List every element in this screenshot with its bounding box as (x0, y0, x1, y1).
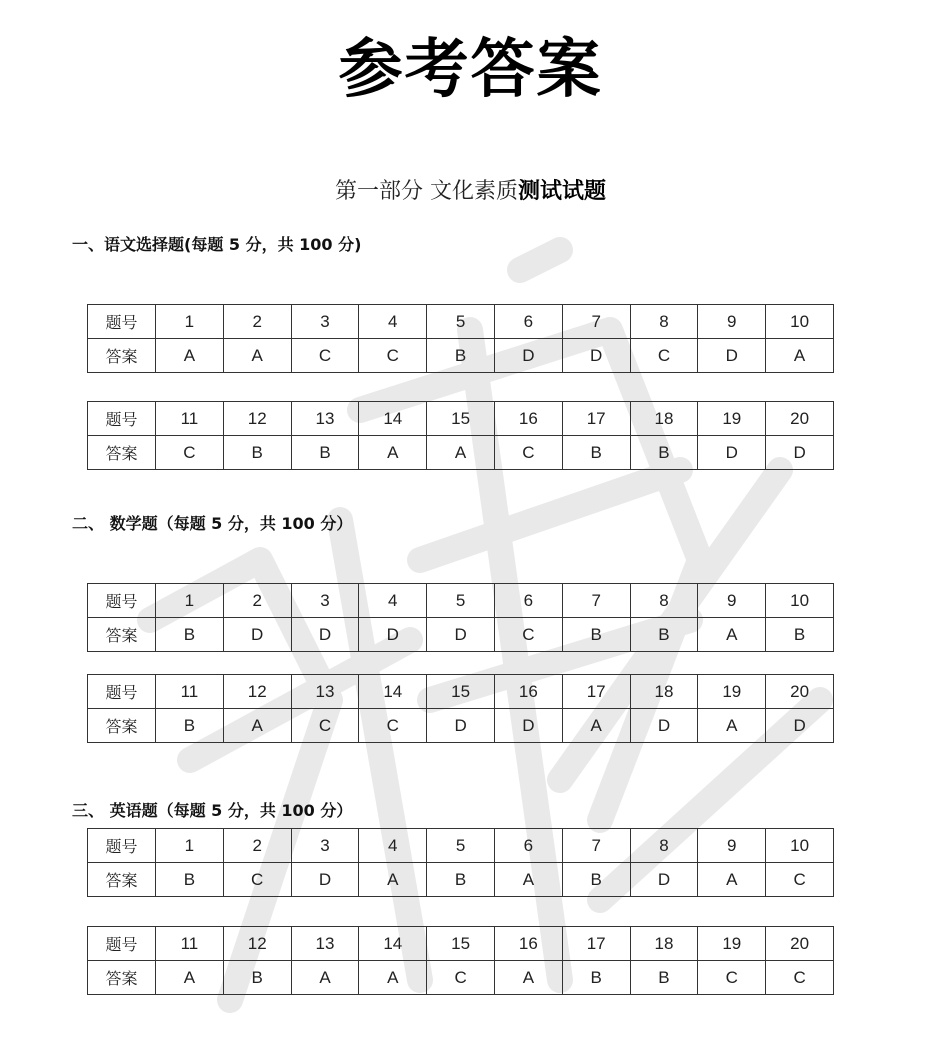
answer-row (88, 709, 834, 743)
answer-cell: C (494, 618, 562, 652)
question-number-cell: 15 (427, 927, 495, 961)
answer-row (88, 863, 834, 897)
question-number-cell: 19 (698, 675, 766, 709)
question-number-cell: 15 (427, 402, 495, 436)
answer-cell: B (562, 961, 630, 995)
question-number-cell: 12 (223, 927, 291, 961)
answer-cell: A (156, 961, 224, 995)
number-row-label: 题号 (88, 584, 156, 618)
answer-cell: D (291, 618, 359, 652)
answer-table (87, 674, 834, 743)
question-number-cell: 13 (291, 402, 359, 436)
answer-row (88, 618, 834, 652)
question-number-cell: 12 (223, 402, 291, 436)
answer-cell: A (494, 961, 562, 995)
answer-cell: D (291, 863, 359, 897)
answer-cell: A (223, 339, 291, 373)
question-number-cell: 19 (698, 402, 766, 436)
question-number-cell: 16 (494, 402, 562, 436)
answer-cell: B (630, 436, 698, 470)
answer-cell: D (427, 709, 495, 743)
answer-cell: D (630, 863, 698, 897)
answer-row-label: 答案 (88, 961, 156, 995)
question-number-cell: 1 (156, 584, 224, 618)
answer-cell: B (223, 961, 291, 995)
answer-cell: C (766, 863, 834, 897)
answer-cell: D (766, 436, 834, 470)
answer-cell: D (766, 709, 834, 743)
question-number-cell: 7 (562, 305, 630, 339)
answer-cell: C (494, 436, 562, 470)
answer-cell: C (698, 961, 766, 995)
answer-cell: B (291, 436, 359, 470)
number-row (88, 305, 834, 339)
answer-cell: C (427, 961, 495, 995)
question-number-cell: 15 (427, 675, 495, 709)
answer-cell: D (698, 436, 766, 470)
question-number-cell: 3 (291, 584, 359, 618)
answer-cell: B (562, 618, 630, 652)
question-number-cell: 13 (291, 927, 359, 961)
question-number-cell: 9 (698, 305, 766, 339)
answer-cell: C (766, 961, 834, 995)
answer-cell: B (223, 436, 291, 470)
answer-cell: A (698, 709, 766, 743)
section-heading-english: 三、 英语题（每题 5 分，共 100 分） (72, 801, 353, 820)
question-number-cell: 5 (427, 829, 495, 863)
question-number-cell: 14 (359, 675, 427, 709)
answer-row (88, 339, 834, 373)
answer-cell: B (562, 436, 630, 470)
number-row (88, 584, 834, 618)
section-heading-math: 二、 数学题（每题 5 分，共 100 分） (72, 514, 353, 533)
question-number-cell: 20 (766, 402, 834, 436)
answer-cell: A (494, 863, 562, 897)
answer-table (87, 828, 834, 897)
number-row (88, 829, 834, 863)
question-number-cell: 17 (562, 927, 630, 961)
answer-cell: B (156, 863, 224, 897)
answer-cell: B (562, 863, 630, 897)
answer-row-label: 答案 (88, 436, 156, 470)
answer-cell: A (698, 618, 766, 652)
answer-cell: C (291, 709, 359, 743)
answer-cell: C (630, 339, 698, 373)
number-row (88, 402, 834, 436)
number-row (88, 675, 834, 709)
answer-table (87, 583, 834, 652)
answer-cell: D (494, 339, 562, 373)
question-number-cell: 3 (291, 305, 359, 339)
answer-cell: B (427, 863, 495, 897)
question-number-cell: 13 (291, 675, 359, 709)
number-row (88, 927, 834, 961)
question-number-cell: 4 (359, 829, 427, 863)
answer-cell: A (223, 709, 291, 743)
question-number-cell: 8 (630, 829, 698, 863)
question-number-cell: 10 (766, 584, 834, 618)
answer-cell: B (156, 618, 224, 652)
question-number-cell: 6 (494, 584, 562, 618)
answer-row-label: 答案 (88, 709, 156, 743)
answer-cell: A (359, 436, 427, 470)
answer-cell: B (630, 618, 698, 652)
number-row-label: 题号 (88, 675, 156, 709)
answer-cell: D (494, 709, 562, 743)
question-number-cell: 14 (359, 402, 427, 436)
answer-cell: A (562, 709, 630, 743)
question-number-cell: 11 (156, 675, 224, 709)
answer-row-label: 答案 (88, 339, 156, 373)
number-row-label: 题号 (88, 305, 156, 339)
question-number-cell: 2 (223, 305, 291, 339)
question-number-cell: 11 (156, 927, 224, 961)
answer-table (87, 401, 834, 470)
answer-table (87, 926, 834, 995)
number-row-label: 题号 (88, 402, 156, 436)
answer-cell: A (766, 339, 834, 373)
question-number-cell: 6 (494, 829, 562, 863)
section-heading-chinese: 一、语文选择题(每题 5 分，共 100 分) (72, 235, 362, 254)
question-number-cell: 2 (223, 829, 291, 863)
question-number-cell: 20 (766, 675, 834, 709)
answer-cell: C (359, 339, 427, 373)
answer-cell: D (359, 618, 427, 652)
answer-cell: D (562, 339, 630, 373)
question-number-cell: 11 (156, 402, 224, 436)
question-number-cell: 20 (766, 927, 834, 961)
answer-cell: B (427, 339, 495, 373)
page-title: 参考答案 (338, 33, 603, 107)
question-number-cell: 4 (359, 305, 427, 339)
answer-cell: D (698, 339, 766, 373)
answer-row (88, 436, 834, 470)
answer-cell: B (766, 618, 834, 652)
part-subtitle (0, 174, 941, 205)
question-number-cell: 12 (223, 675, 291, 709)
answer-cell: A (698, 863, 766, 897)
answer-table (87, 304, 834, 373)
question-number-cell: 14 (359, 927, 427, 961)
question-number-cell: 18 (630, 927, 698, 961)
question-number-cell: 9 (698, 584, 766, 618)
question-number-cell: 8 (630, 584, 698, 618)
question-number-cell: 19 (698, 927, 766, 961)
answer-cell: C (359, 709, 427, 743)
question-number-cell: 18 (630, 402, 698, 436)
answer-cell: B (156, 709, 224, 743)
answer-cell: A (359, 863, 427, 897)
question-number-cell: 17 (562, 402, 630, 436)
question-number-cell: 8 (630, 305, 698, 339)
answer-cell: B (630, 961, 698, 995)
question-number-cell: 5 (427, 584, 495, 618)
answer-cell: D (223, 618, 291, 652)
subtitle-normal: 第一部分 文化素质 (334, 179, 518, 204)
question-number-cell: 4 (359, 584, 427, 618)
answer-cell: A (291, 961, 359, 995)
answer-cell: A (156, 339, 224, 373)
question-number-cell: 16 (494, 675, 562, 709)
question-number-cell: 17 (562, 675, 630, 709)
question-number-cell: 9 (698, 829, 766, 863)
answer-row-label: 答案 (88, 863, 156, 897)
question-number-cell: 10 (766, 829, 834, 863)
answer-cell: D (630, 709, 698, 743)
answer-cell: A (359, 961, 427, 995)
answer-cell: D (427, 618, 495, 652)
question-number-cell: 7 (562, 584, 630, 618)
question-number-cell: 6 (494, 305, 562, 339)
question-number-cell: 5 (427, 305, 495, 339)
answer-cell: A (427, 436, 495, 470)
answer-row-label: 答案 (88, 618, 156, 652)
question-number-cell: 1 (156, 305, 224, 339)
question-number-cell: 2 (223, 584, 291, 618)
number-row-label: 题号 (88, 829, 156, 863)
answer-cell: C (291, 339, 359, 373)
question-number-cell: 7 (562, 829, 630, 863)
answer-cell: C (223, 863, 291, 897)
question-number-cell: 18 (630, 675, 698, 709)
question-number-cell: 10 (766, 305, 834, 339)
question-number-cell: 3 (291, 829, 359, 863)
question-number-cell: 1 (156, 829, 224, 863)
answer-row (88, 961, 834, 995)
question-number-cell: 16 (494, 927, 562, 961)
answer-cell: C (156, 436, 224, 470)
number-row-label: 题号 (88, 927, 156, 961)
subtitle-bold: 测试试题 (517, 178, 606, 204)
